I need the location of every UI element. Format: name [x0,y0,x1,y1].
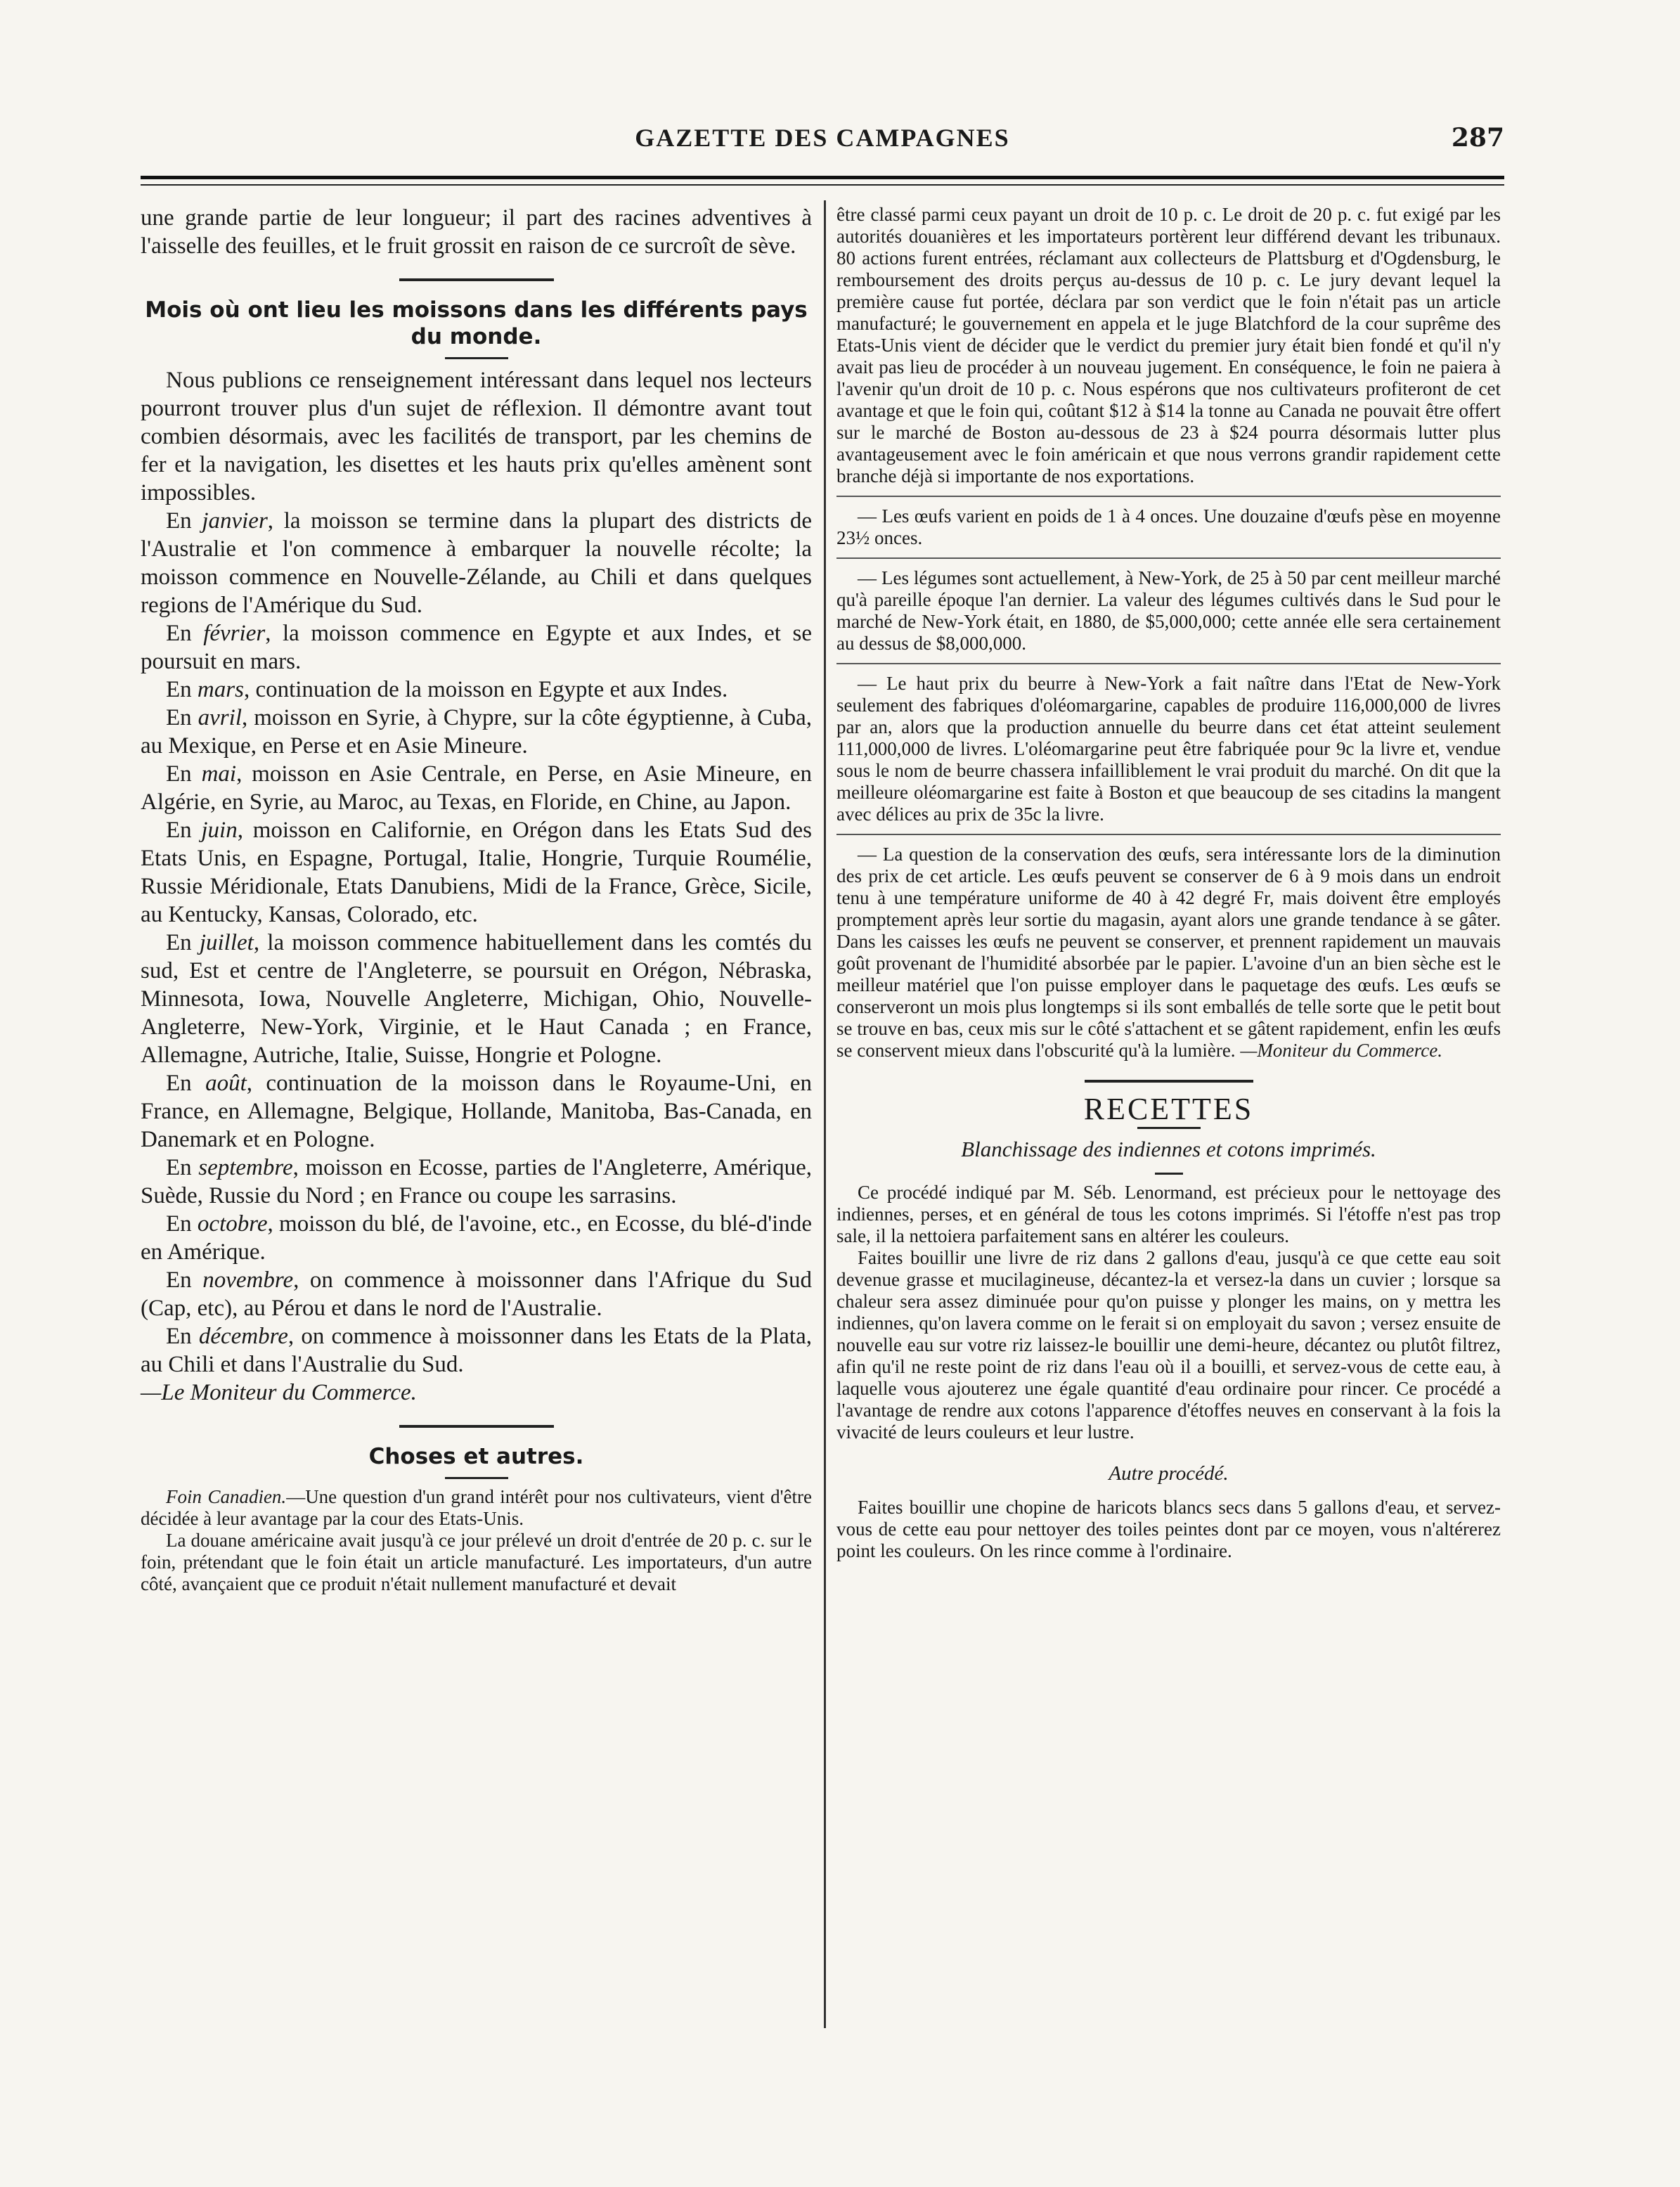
section-rule [1085,1080,1253,1083]
month-name: août [205,1071,247,1096]
header-rule-thick [141,176,1504,179]
short-rule [445,1477,508,1479]
month-text: , continuation de la moisson dans le Royaume-Uni, en France, en Allemagne, Belgique, Hollande, Manitoba, Bas-Canada, en Danemark et en Pologne. [141,1071,812,1152]
section-rule [399,1425,554,1428]
month-name: juillet [199,930,254,955]
month-paragraph [141,760,812,816]
running-title: GAZETTE DES CAMPAGNES [635,124,1010,152]
month-name: septembre [198,1155,293,1180]
legumes-paragraph: — Les légumes sont actuellement, à New-York, de 25 à 50 par cent meilleur marché qu'à pareille époque l'an dernier. La valeur des légumes cultivés dans le Sud pour le marché de New-York était, en 1880, de $5,000,000; cette année elle sera certainement au dessus de $8,000,000. [836,567,1501,654]
month-text: , moisson en Asie Centrale, en Perse, en Asie Mineure, en Algérie, en Syrie, au Maroc, au Texas, en Floride, en Chine, au Japon. [141,761,812,815]
beurre-paragraph: — Le haut prix du beurre à New-York a fait naître dans l'Etat de New-York seulement des fabriques d'oléomargarine, capables de produire 116,000,000 de livres par an, alors que la production annuelle du beurre dans cet état atteint seulement 111,000,000 de livres. L'oléomargarine peut être fabriquée pour 9c la livre et, vendue sous le nom de beurre chassera infailliblement le vrai produit du marché. On dit que la meilleure oléomargarine est faite à Boston et que beaucoup de ses citadins la mangent avec délices au prix de 35c la livre. [836,673,1501,825]
article-source: —Le Moniteur du Commerce. [141,1380,417,1405]
month-name: octobre [197,1211,268,1237]
month-text: , on commence à moissonner dans l'Afrique du Sud (Cap, etc), au Pérou et dans le nord de l'Australie. [141,1267,812,1321]
month-prefix: En [166,705,198,730]
left-column [141,204,812,1595]
month-prefix: En [166,1324,199,1349]
month-name: juin [201,818,238,843]
month-text: , moisson en Syrie, à Chypre, sur la côte égyptienne, à Cuba, au Mexique, en Perse et en Asie Mineure. [141,705,812,759]
month-paragraph [141,1210,812,1266]
month-paragraph [141,507,812,619]
month-prefix: En [166,621,204,646]
right-column [836,204,1501,1562]
item-rule [836,663,1501,664]
oeufs-paragraph: — Les œufs varient en poids de 1 à 4 onces. Une douzaine d'œufs pèse en moyenne 23½ onces. [836,505,1501,548]
continued-paragraph: une grande partie de leur longueur; il part des racines adventives à l'aisselle des feuilles, et le fruit grossit en raison de ce surcroît de sève. [141,205,812,259]
short-rule [1155,1173,1183,1175]
month-name: février [203,621,266,646]
month-text: , continuation de la moisson en Egypte et aux Indes. [243,677,728,702]
month-prefix: En [166,1267,203,1293]
month-paragraph [141,929,812,1069]
choses-heading: Choses et autres. [368,1444,584,1469]
month-prefix: En [166,818,202,843]
month-prefix: En [166,761,202,787]
month-paragraph [141,704,812,760]
month-paragraph [141,1322,812,1379]
conservation-paragraph [836,844,1501,1062]
item-rule [836,557,1501,559]
spacer [836,1443,1501,1453]
month-prefix: En [166,677,198,702]
month-name: novembre [202,1267,294,1293]
month-paragraph [141,816,812,929]
month-prefix: En [166,1155,199,1180]
month-name: décembre [198,1324,288,1349]
column-divider [824,200,826,2028]
month-paragraph [141,1154,812,1210]
month-text: , moisson en Ecosse, parties de l'Angleterre, Amérique, Suède, Russie du Nord ; en France ou coupe les sarrasins. [141,1155,812,1208]
foin-article [141,1486,812,1595]
month-name: janvier [202,508,268,534]
conservation-source: —Moniteur du Commerce. [1240,1040,1443,1061]
month-text: , moisson du blé, de l'avoine, etc., en Ecosse, du blé-d'inde en Amérique. [141,1211,812,1265]
blanchissage-paragraph-2: Faites bouillir une livre de riz dans 2 gallons d'eau, jusqu'à ce que cette eau soit devenue grasse et mucilagineuse, décantez-la et versez-la dans un cuvier ; lorsque sa chaleur sera assez diminuée pour qu'on puisse y plonger les mains, on y mettra les indiennes, qu'on lavera comme on le ferait si on employait du savon ; versez ensuite de nouvelle eau sur votre riz laissez-le bouillir une demi-heure, décantez ou plutôt filtrez, afin qu'il ne reste point de riz dans l'eau où il a bouilli, et servez-vous de cette eau, à laquelle vous ajouterez une égale quantité d'eau ordinaire pour rincer. Ce procédé a l'avantage de rendre aux cotons l'apparence d'étoffes neuves en conservant à la fois la vivacité de leurs couleurs et leur lustre. [836,1247,1501,1443]
month-prefix: En [166,930,200,955]
masthead [141,123,1504,165]
months-list [141,507,812,1379]
item-rule [836,834,1501,835]
section-rule [399,278,554,281]
month-paragraph [141,619,812,676]
short-rule [445,357,508,359]
month-paragraph [141,1069,812,1154]
month-text: , on commence à moissonner dans les Etats de la Plata, au Chili et dans l'Australie du Sud. [141,1324,812,1377]
month-text: , la moisson commence en Egypte et aux Indes, et se poursuit en mars. [141,621,812,674]
article-heading-moissons: Mois où ont lieu les moissons dans les différents pays du monde. [145,297,808,349]
month-name: avril [198,705,242,730]
month-prefix: En [166,1211,198,1237]
item-rule [836,496,1501,497]
month-text: , la moisson commence habituellement dans les comtés du sud, Est et centre de l'Angleterre, se poursuit en Orégon, Nébraska, Minnesota, Iowa, Nouvelle Angleterre, Michigan, Ohio, Nouvelle-Angleterre, New-York, Virginie, et le Haut Canada ; en France, Allemagne, Autriche, Italie, Suisse, Hongrie et Pologne. [141,930,812,1068]
short-rule [1137,1127,1201,1129]
foin-continuation: être classé parmi ceux payant un droit de 10 p. c. Le droit de 20 p. c. fut exigé par les autorités douanières et les importateurs portèrent leur différend devant les tribunaux. 80 actions furent entrées, réclamant aux collecteurs de Plattsburg et d'Ogdensburg, le remboursement des droits perçus au-dessus de 10 p. c. Le jury devant lequel la première cause fut portée, déclara par son verdict que le foin n'était pas un article manufacturé; le gouvernement en appela et le juge Blatchford de la cour suprême des Etats-Unis vient de décider que le verdict du premier jury était bien fondé et qu'il n'y avait pas lieu de procéder à un nouveau jugement. En conséquence, le foin ne paiera à l'avenir qu'un droit de 10 p. c. Nous espérons que nos cultivateurs profiteront de cet avantage et que le foin qui, coûtant $12 à $14 la tonne au Canada ne pouvait être offert sur le marché de Boston au-dessous de 23 à $24 pourra désormais lutter plus avantageusement avec le foin américain et que nous verrons grandir rapidement cette branche déjà si importante de nos exportations. [836,204,1501,486]
autre-procede-title: Autre procédé. [1109,1462,1229,1485]
blanchissage-title: Blanchissage des indiennes et cotons imprimés. [961,1137,1376,1161]
autre-procede-paragraph: Faites bouillir une chopine de haricots blancs secs dans 5 gallons d'eau, et servez-vous de cette eau pour nettoyer des toiles peintes dont par ce moyen, vous n'altérerez point les couleurs. On les rince comme à l'ordinaire. [836,1497,1501,1561]
month-name: mai [201,761,237,787]
month-prefix: En [166,1071,206,1096]
month-paragraph [141,676,812,704]
header-rule-thin [141,184,1504,186]
blanchissage-paragraph-1: Ce procédé indiqué par M. Séb. Lenormand, est précieux pour le nettoyage des indiennes, perses, et en général de tous les cotons imprimés. Si l'étoffe n'est pas trop sale, il la nettoiera parfaitement sans en altérer les couleurs. [836,1182,1501,1246]
month-text: , moisson en Californie, en Orégon dans les Etats Sud des Etats Unis, en Espagne, Portugal, Italie, Hongrie, Turquie Roumélie, Russie Méridionale, Etats Danubiens, Midi de la France, Grèce, Sicile, au Kentucky, Kansas, Colorado, etc. [141,818,812,927]
intro-paragraph: Nous publions ce renseignement intéressant dans lequel nos lecteurs pourront trouver plus d'un sujet de réflexion. Il démontre avant tout combien désormais, avec les facilités de transport, par les chemins de fer et la navigation, les disettes et les hauts prix qu'elles amènent sont impossibles. [141,368,812,505]
recettes-heading: RECETTES [1083,1092,1254,1126]
page-number: 287 [1451,123,1504,153]
month-paragraph [141,1266,812,1322]
month-prefix: En [166,508,202,534]
foin-text: —Une question d'un grand intérêt pour nos cultivateurs, vient d'être décidée à leur avantage par la cour des Etats-Unis. [141,1486,812,1529]
conservation-text: — La question de la conservation des œufs, sera intéressante lors de la diminution des prix de cet article. Les œufs peuvent se conserver de 6 à 9 mois dans un endroit tenu à une température uniforme de 40 à 42 degré Fr, mais doivent être employés promptement après leur sortie du magasin, ayant alors une grande tendance à se gâter. Dans les caisses les œufs ne peuvent se conserver, et prennent rapidement un mauvais goût provenant de l'humidité absorbée par le papier. L'avoine d'un an bien sèche est le meilleur matériel que l'on puisse employer dans le paquetage des œufs. Les œufs se conserveront un mois plus longtemps si ils sont emballés de telle sorte que le petit bout se trouve en bas, ceux mis sur le côté s'attachent et se gâtent rapidement, enfin les œufs se conservent mieux dans l'obscurité qu'à la lumière. [836,844,1501,1061]
month-name: mars [197,677,244,702]
month-text: , la moisson se termine dans la plupart des districts de l'Australie et l'on commence à embarquer la nouvelle récolte; la moisson commence en Nouvelle-Zélande, au Chili et dans quelques regions de l'Amérique du Sud. [141,508,812,618]
foin-lead: Foin Canadien. [166,1486,287,1507]
foin-paragraph-2: La douane américaine avait jusqu'à ce jour prélevé un droit d'entrée de 20 p. c. sur le foin, prétendant que le foin était un article manufacturé. Les importateurs, d'un autre côté, avançaient que ce produit n'était nullement manufacturé et devait [141,1530,812,1594]
